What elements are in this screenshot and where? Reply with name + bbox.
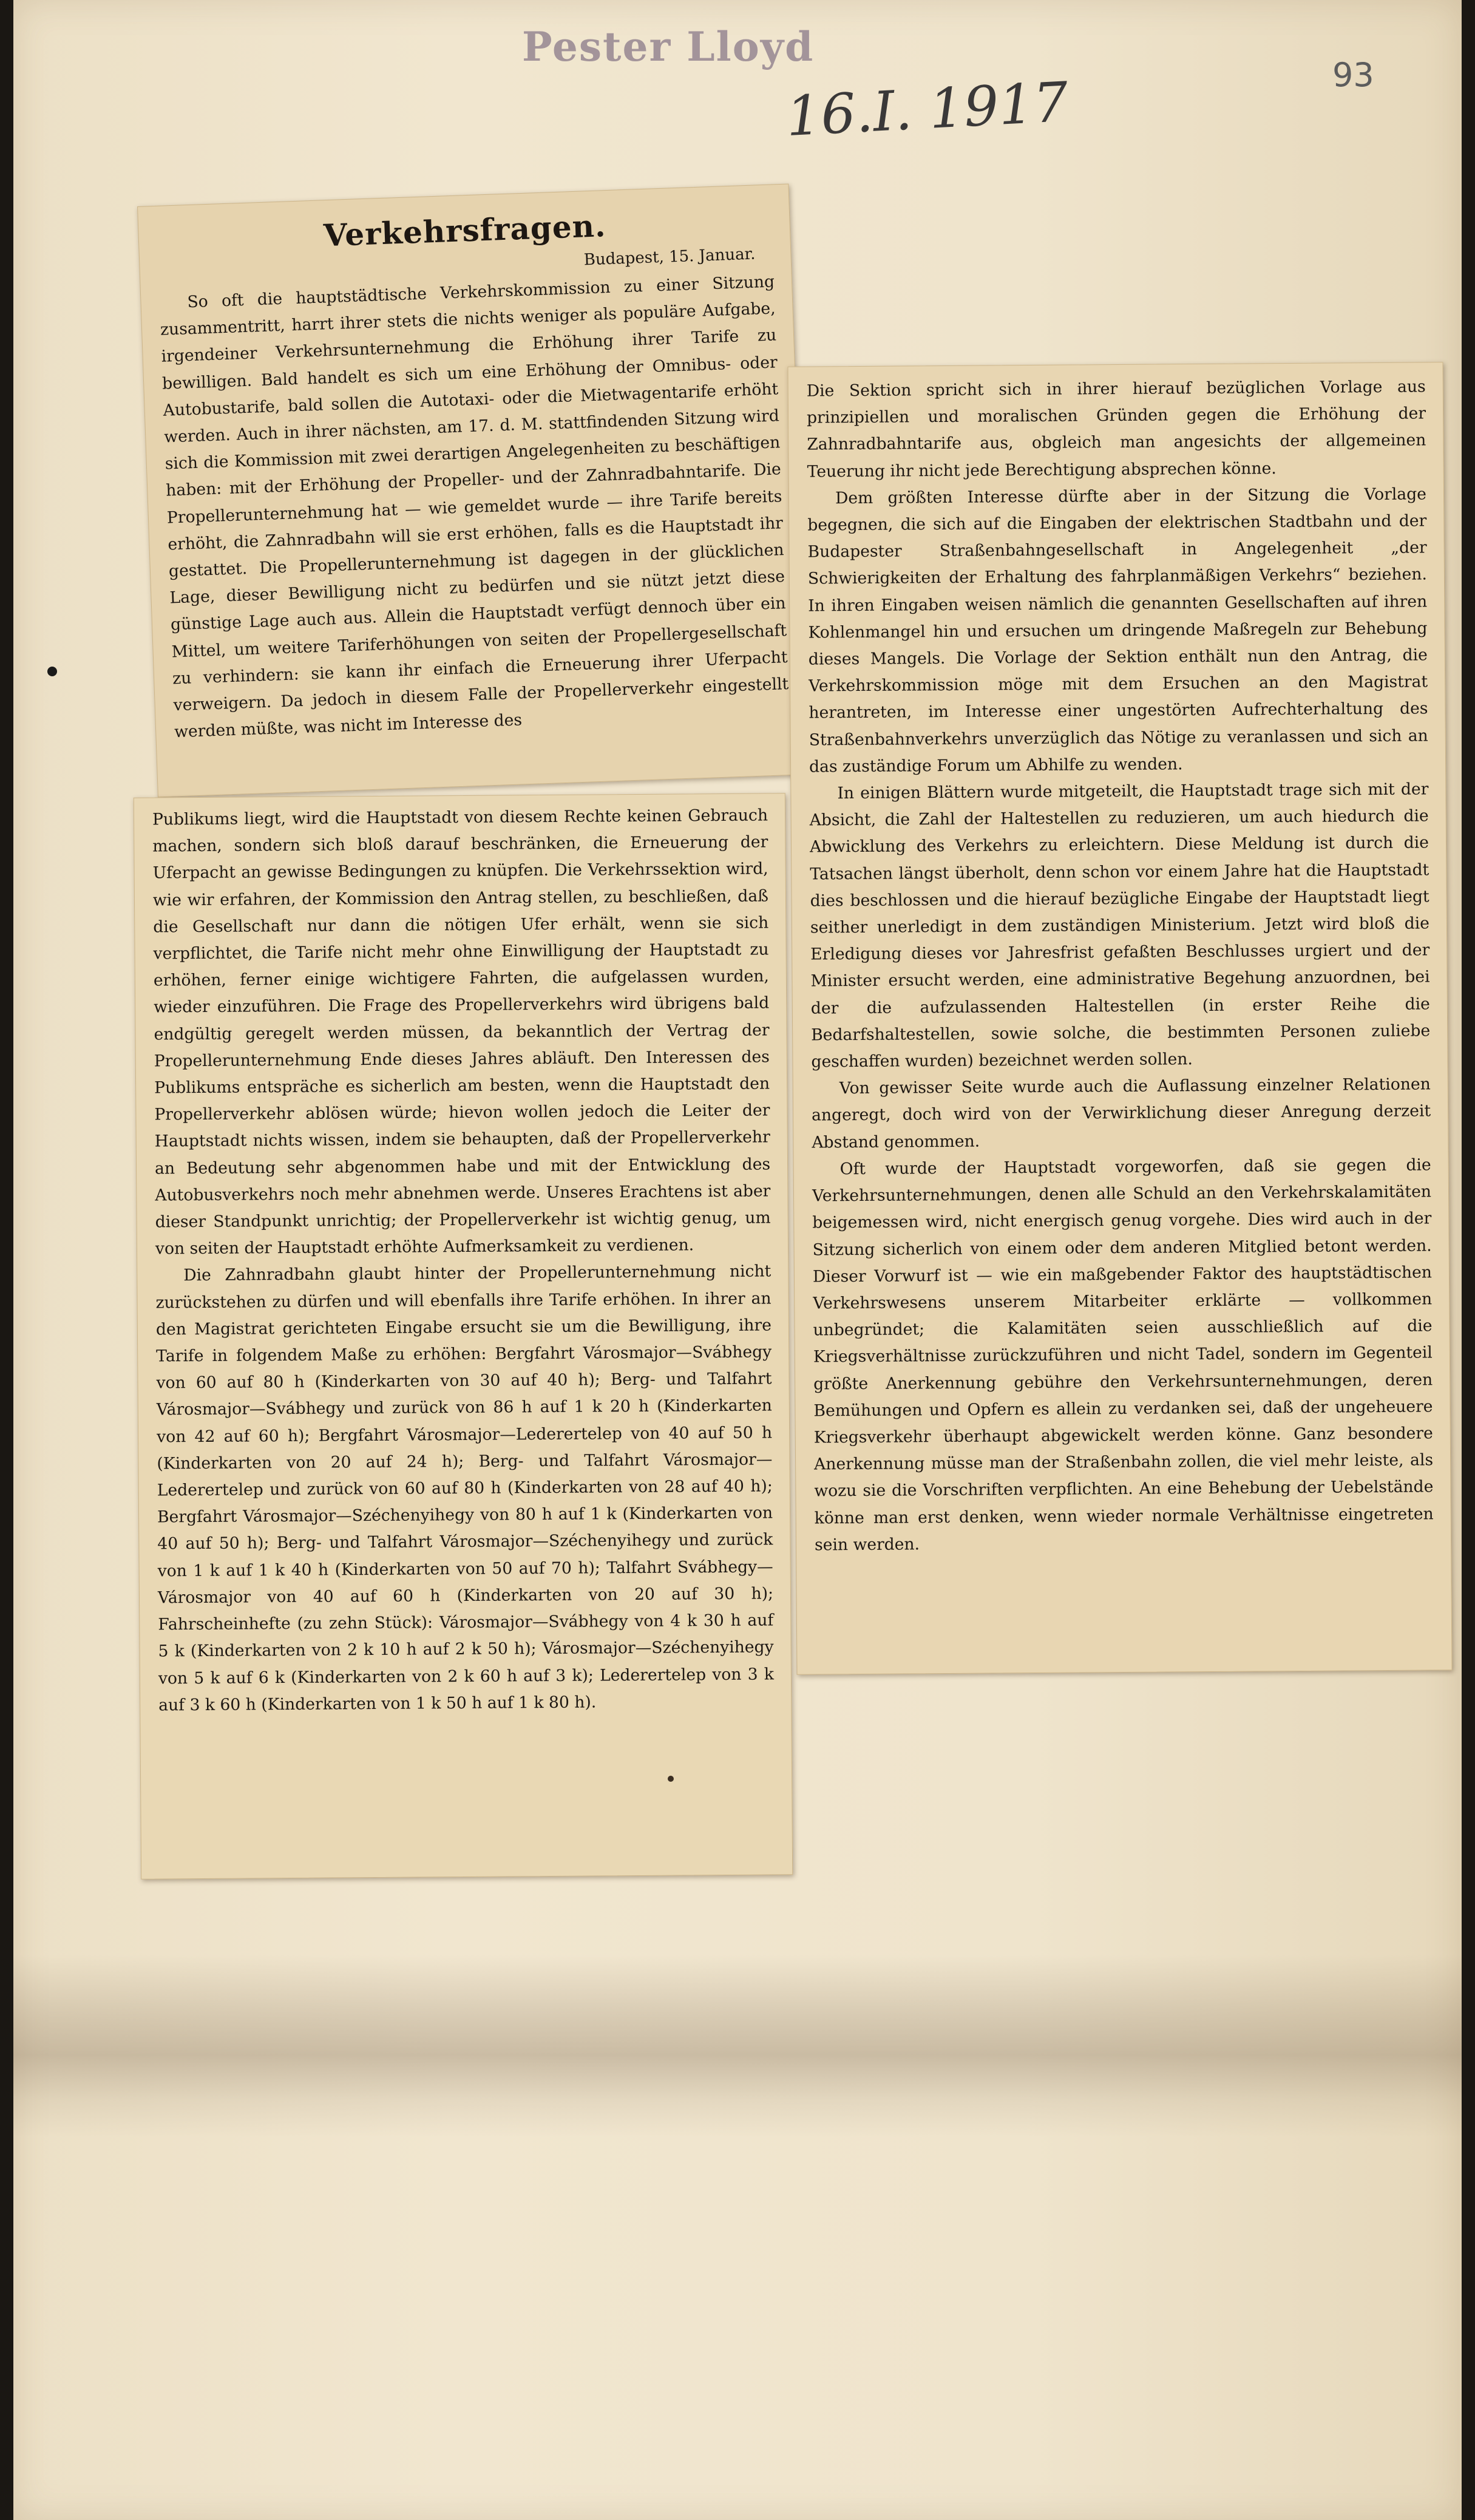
article-paragraph: Dem größten Interesse dürfte aber in der Sitzung die Vorlage begegnen, die sich auf die Eingaben der elektrischen Stadtbahn und der Budapester Straßenbahngesellschaft in Angelegenheit „der Schwierigkeiten der Erhaltung des fahrplanmäßigen Verkehrs“ beziehen. In ihren Eingaben weisen nämlich die genannten Gesellschaften auf ihren Kohlenmangel hin und ersuchen um dringende Maßregeln zur Behebung dieses Mangels. Die Vorlage der Sektion enthält nun den Antrag, die Verkehrskommission möge mit dem Ersuchen an den Magistrat herantreten, im Interesse einer ungestörten Aufrechterhaltung des Straßenbahnverkehrs unverzüglich das Nötige zu veranlassen und sich an das zuständige Forum um Abhilfe zu wenden. [807,484,1428,776]
article-paragraph: Oft wurde der Hauptstadt vorgeworfen, daß sie gegen die Verkehrsunternehmungen, denen alle Schuld an den Verkehrskalamitäten beigemessen wird, nicht energisch genug vorgehe. Dies wird auch in der Sitzung sicherlich von einem oder dem anderen Mitglied betont werden. Dieser Vorwurf ist — wie ein maßgebender Faktor des hauptstädtischen Verkehrswesens unserem Mitarbeiter erklärte — vollkommen unbegründet; die Kalamitäten seien ausschließlich auf die Kriegsverhältnisse zurückzuführen und nicht Tadel, sondern im Gegenteil größte Anerkennung gebühre den Verkehrsunternehmungen, deren Bemühungen und Opfern es allein zu verdanken sei, daß der ungeheuere Kriegsverkehr überhaupt abgewickelt werden könne. Ganz besondere Anerkennung müsse man der Straßenbahn zollen, die viel mehr leiste, als wozu sie die Vorschriften verpflichten. An eine Behebung der Uebelstände könne man erst denken, wenn wieder normale Verhältnisse eingetreten sein werden. [812,1155,1434,1555]
page-number: 93 [1332,56,1374,94]
article-paragraph: Publikums liegt, wird die Hauptstadt von diesem Rechte keinen Gebrauch machen, sondern sich bloß darauf beschränken, die Erneuerung der Uferpacht an gewisse Bedingungen zu knüpfen. Die Verkehrssektion wird, wie wir erfahren, der Kommission den Antrag stellen, zu beschließen, daß die Gesellschaft nur dann die nötigen Ufer erhält, wenn sie sich verpflichtet, die Tarife nicht mehr ohne Einwilligung der Hauptstadt zu erhöhen, ferner einige wichtigere Fahrten, die aufgelassen wurden, wieder einzuführen. Die Frage des Propellerverkehrs wird übrigens bald endgültig geregelt werden müssen, da bekanntlich der Vertrag der Propellerunternehmung Ende dieses Jahres abläuft. Den Interessen des Publikums entspräche es sicherlich am besten, wenn die Hauptstadt den Propellerverkehr ablösen würde; hievon wollen jedoch die Leiter der Hauptstadt nichts wissen, indem sie behaupten, daß der Propellerverkehr an Bedeutung sehr abgenommen habe und mit der Entwicklung des Autobusverkehrs noch mehr abnehmen werde. Unseres Erachtens ist aber dieser Standpunkt unrichtig; der Propellerverkehr ist wichtig genug, um von seiten der Hauptstadt erhöhte Aufmerksamkeit zu verdienen. [152,806,771,1258]
article-paragraph: So oft die hauptstädtische Verkehrskommission zu einer Sitzung zusammentritt, harrt ihrer stets die nichts weniger als populäre Aufgabe, irgendeiner Verkehrsunternehmung die Erhöhung ihrer Tarife zu bewilligen. Bald handelt es sich um eine Erhöhung der Omnibus- oder Autobustarife, bald sollen die Autotaxi- oder die Mietwagentarife erhöht werden. Auch in ihrer nächsten, am 17. d. M. stattfindenden Sitzung wird sich die Kommission mit zwei derartigen Angelegenheiten zu beschäftigen haben: mit der Erhöhung der Propeller- und der Zahnradbahntarife. Die Propellerunternehmung hat — wie gemeldet wurde — ihre Tarife bereits erhöht, die Zahnradbahn will sie erst erhöhen, falls es die Hauptstadt ihr gestattet. Die Propellerunternehmung ist dagegen in der glücklichen Lage, dieser Bewilligung nicht zu bedürfen und sie nützt jetzt diese günstige Lage auch aus. Allein die Hauptstadt verfügt dennoch über ein Mittel, um weitere Tariferhöhungen von seiten der Propellergesellschaft zu verhindern: sie kann ihr einfach die Erneuerung ihrer Uferpacht verweigern. Da jedoch in diesem Falle der Propellerverkehr eingestellt werden müßte, was nicht im Interesse des [160,272,789,742]
handwritten-date: 16.I. 1917 [784,70,1070,149]
article-title: Verkehrsfragen. [323,208,607,254]
clipping-first-column [137,184,809,798]
article-paragraph: Die Sektion spricht sich in ihrer hierauf bezüglichen Vorlage aus prinzipiellen und moralischen Gründen gegen die Erhöhung der Zahnradbahntarife aus, obgleich man angesichts der allgemeinen Teuerung ihr nicht jede Berechtigung absprechen könne. [806,377,1426,481]
newspaper-stamp: Pester Lloyd [522,23,815,70]
paper-fold-shadow [13,1955,1462,2137]
clipping-right-column [787,362,1452,1674]
ink-spot [668,1776,674,1782]
article-dateline: Budapest, 15. Januar. [583,245,756,270]
article-paragraph: Die Zahnradbahn glaubt hinter der Propellerunternehmung nicht zurückstehen zu dürfen und will ebenfalls ihre Tarife erhöhen. In ihrer an den Magistrat gerichteten Eingabe ersucht sie um die Bewilligung, ihre Tarife in folgendem Maße zu erhöhen: Bergfahrt Városmajor—Svábhegy von 60 auf 80 h (Kinderkarten von 30 auf 40 h); Berg- und Talfahrt Városmajor—Svábhegy und zurück von 86 h auf 1 k 20 h (Kinderkarten von 42 auf 60 h); Bergfahrt Városmajor—Ledererteleр von 40 auf 50 h (Kinderkarten von 20 auf 24 h); Berg- und Talfahrt Városmajor—Ledererteleр und zurück von 60 auf 80 h (Kinderkarten von 28 auf 40 h); Bergfahrt Városmajor—Széchenyihegy von 80 h auf 1 k (Kinderkarten von 40 auf 50 h); Berg- und Talfahrt Városmajor—Széchenyihegy und zurück von 1 k auf 1 k 40 h (Kinderkarten von 50 auf 70 h); Talfahrt Svábhegy—Városmajor von 40 auf 60 h (Kinderkarten von 20 auf 30 h); Fahrscheinhefte (zu zehn Stück): Városmajor—Svábhegy von 4 k 30 h auf 5 k (Kinderkarten von 2 k 10 h auf 2 k 50 h); Városmajor—Széchenyihegy von 5 k auf 6 k (Kinderkarten von 2 k 60 h auf 3 k); Ledererteleр von 3 k auf 3 k 60 h (Kinderkarten von 1 k 50 h auf 1 k 80 h). [155,1262,775,1715]
clipping-second-column [134,793,793,1879]
punch-hole [47,667,57,676]
article-paragraph: Von gewisser Seite wurde auch die Auflassung einzelner Relationen angeregt, doch wird von der Verwirklichung dieser Anregung derzeit Abstand genommen. [811,1075,1431,1152]
article-paragraph: In einigen Blättern wurde mitgeteilt, die Hauptstadt trage sich mit der Absicht, die Zahl der Haltestellen zu reduzieren, um auch hiedurch die Abwicklung des Verkehrs zu erleichtern. Diese Meldung ist durch die Tatsachen längst überholt, denn schon vor einem Jahre hat die Hauptstadt dies beschlossen und die hierauf bezügliche Eingabe der Hauptstadt liegt seither unerledigt in dem zuständigen Ministerium. Jetzt wird bloß die Erledigung dieses vor Jahresfrist gefaßten Beschlusses urgiert und der Minister ersucht werden, eine administrative Begehung anzuordnen, bei der die aufzulassenden Haltestellen (in erster Reihe die Bedarfshaltestellen, sowie solche, die bestimmten Personen zuliebe geschaffen wurden) bezeichnet werden sollen. [809,779,1431,1072]
